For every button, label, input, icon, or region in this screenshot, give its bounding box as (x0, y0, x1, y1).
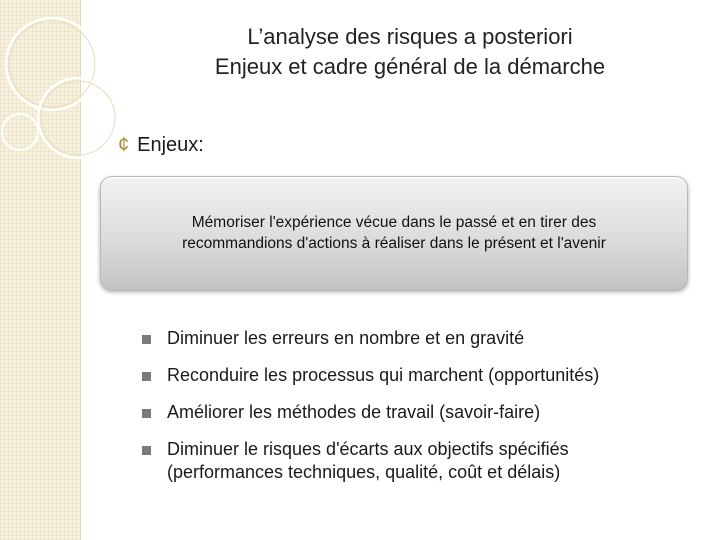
section-heading (118, 134, 204, 157)
square-bullet-icon (142, 372, 151, 381)
title-line-1: L’analyse des risques a posteriori (247, 24, 573, 49)
list-item (142, 401, 702, 424)
list-item-text-continued: (performances techniques, qualité, coût et délais) (167, 462, 561, 482)
slide-title (100, 22, 720, 82)
callout-line-2: recommandions d'actions à réaliser dans le présent et l'avenir (182, 235, 606, 252)
square-bullet-icon (142, 446, 151, 455)
title-line-2: Enjeux et cadre général de la démarche (214, 54, 606, 79)
callout-line-1: Mémoriser l'expérience vécue dans le passé et en tirer des (191, 214, 597, 231)
cent-bullet-icon: ¢ (118, 134, 130, 156)
list-item-text: Améliorer les méthodes de travail (savoir-faire) (167, 402, 541, 422)
list-item (142, 438, 702, 484)
bullet-list (142, 327, 702, 484)
list-item-text: Diminuer le risques d'écarts aux objectifs spécifiés (167, 439, 569, 459)
section-label: Enjeux: (137, 134, 204, 156)
list-item (142, 327, 702, 350)
list-item-text: Reconduire les processus qui marchent (opportunités) (167, 365, 600, 385)
square-bullet-icon (142, 335, 151, 344)
callout-box (100, 176, 688, 290)
list-item (142, 364, 702, 387)
list-item-text: Diminuer les erreurs en nombre et en gravité (167, 328, 525, 348)
square-bullet-icon (142, 409, 151, 418)
